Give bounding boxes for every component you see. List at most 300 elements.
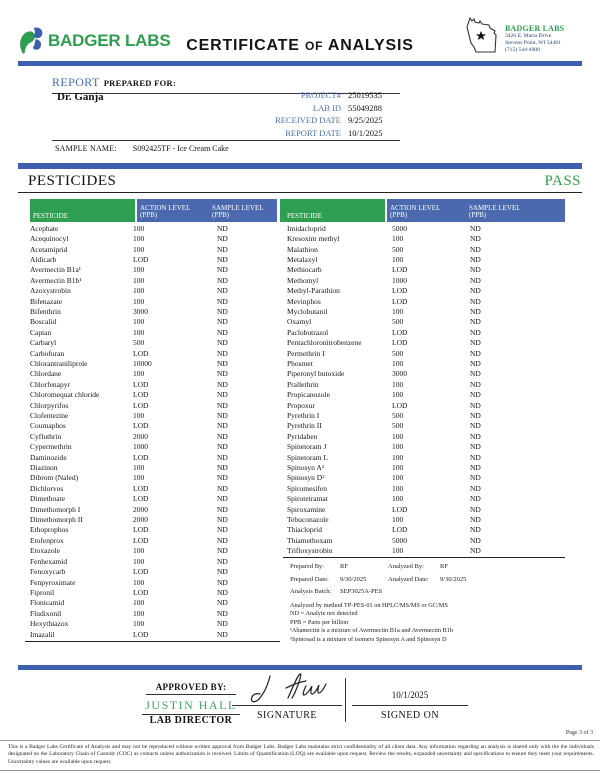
analyzed-date-label: Analyzed Date: xyxy=(388,575,429,583)
table-row xyxy=(30,431,277,441)
sample-level-value: ND xyxy=(217,452,228,462)
sample-level-value: ND xyxy=(470,286,481,296)
action-level-value: LOD xyxy=(133,379,149,389)
sample-level-value: ND xyxy=(470,338,481,348)
analyzed-by-value: RF xyxy=(440,563,448,570)
action-level-value: LOD xyxy=(133,587,149,597)
spacer xyxy=(388,586,440,599)
table-row xyxy=(30,483,277,493)
analysis-batch-label: Analysis Batch: xyxy=(290,588,332,595)
action-level-value: LOD xyxy=(133,390,149,400)
table-row xyxy=(30,327,277,337)
footnote-line: ND = Analyte not detected xyxy=(290,610,358,618)
sample-level-value: ND xyxy=(470,546,481,556)
client-name: Dr. Ganja xyxy=(57,91,104,103)
table-body-right xyxy=(280,223,565,556)
sample-level-value: ND xyxy=(470,452,481,462)
table-row xyxy=(30,608,277,618)
pesticide-name: Methyl-Parathion xyxy=(287,286,340,296)
action-level-value: 1000 xyxy=(133,442,148,452)
pesticide-name: Kresoxim methyl xyxy=(287,234,340,244)
analysis-notes xyxy=(290,561,565,644)
table-header-right xyxy=(280,199,565,222)
pesticide-name: Diazinon xyxy=(30,463,58,473)
report-field-label: PROJECT# xyxy=(300,90,341,100)
table-row xyxy=(30,233,277,243)
sample-level-value: ND xyxy=(217,483,228,493)
action-level-value: 100 xyxy=(392,379,404,389)
pesticide-name: Myclobutanil xyxy=(287,306,328,316)
footnote-line: Analyzed by method TP-PES-01 on HPLC/MS/MS or GC/MS xyxy=(290,601,448,609)
action-level-header-line2: (PPB) xyxy=(390,211,408,220)
pesticide-name: Propicanozole xyxy=(287,390,330,400)
sample-level-value: ND xyxy=(217,411,228,421)
analyzed-date-value: 9/30/2025 xyxy=(440,575,467,583)
pesticide-name: Acequinocyl xyxy=(30,234,69,244)
pesticide-name: Hexythiazox xyxy=(30,619,69,629)
pesticide-name: Thiacloprid xyxy=(287,525,322,535)
signature-line xyxy=(232,705,342,706)
sample-level-value: ND xyxy=(470,296,481,306)
report-field-label: REPORT DATE xyxy=(285,127,341,138)
action-level-value: LOD xyxy=(133,421,149,431)
sample-name-row xyxy=(55,144,229,153)
table-row xyxy=(30,629,277,639)
action-level-header xyxy=(387,205,469,220)
table-row xyxy=(280,421,565,431)
sample-level-header-line1: SAMPLE LEVEL xyxy=(469,203,521,212)
pesticide-name: Pyridaben xyxy=(287,431,318,441)
table-row xyxy=(280,265,565,275)
pesticide-column-header: PESTICIDE xyxy=(280,199,385,222)
table-row xyxy=(280,473,565,483)
table-row xyxy=(280,504,565,514)
lab-address-block xyxy=(462,15,564,57)
action-level-value: LOD xyxy=(392,327,408,337)
footer-disclaimer: This is a Badger Labs Certificate of Analysis and may not be reproduced without written approval from Badger Labs. Badger Labs maintains strict confidentiality of all client data. Any information regarding an analysis is shared only with the the individuals designated on the Laboratory Chain of Custody (COC) as contacts unless authorization is received. Limits of Quantification (LOQ) are available upon request. Review the results, expanded uncertainty and specifications to ensure they meet your requirements. Uncertainty values are available upon request. xyxy=(8,744,594,765)
report-field-row xyxy=(150,89,400,102)
sample-level-value: ND xyxy=(217,338,228,348)
pesticide-name: Fipronil xyxy=(30,587,55,597)
pesticide-name: Propoxur xyxy=(287,400,315,410)
action-level-value: LOD xyxy=(133,629,149,639)
sample-level-value: ND xyxy=(470,494,481,504)
footnote-line: ¹Abamectin is a mixture of Avermectin B1a and Avermectin B1b xyxy=(290,627,454,635)
action-level-value: 100 xyxy=(133,244,145,254)
wisconsin-state-icon xyxy=(462,15,502,57)
action-level-value: 100 xyxy=(133,411,145,421)
prepared-by-value: RF xyxy=(340,563,348,570)
table-row xyxy=(280,348,565,358)
pesticide-name: Chloromequat chloride xyxy=(30,390,100,400)
sample-level-header xyxy=(469,205,565,220)
fields-underline xyxy=(52,140,400,141)
table-row xyxy=(280,275,565,285)
pesticide-name: Piperonyl butoxide xyxy=(287,369,345,379)
report-field-row xyxy=(150,114,400,127)
action-level-value: LOD xyxy=(133,535,149,545)
action-level-value: LOD xyxy=(392,286,408,296)
pesticide-name: Coumaphos xyxy=(30,421,66,431)
action-level-value: 100 xyxy=(392,390,404,400)
sample-level-value: ND xyxy=(470,411,481,421)
logo-text: BADGER LABS xyxy=(48,31,171,50)
sample-level-value: ND xyxy=(217,390,228,400)
lab-address-line2: Stevens Point, WI 54481 xyxy=(505,39,561,46)
level-column-headers xyxy=(137,199,277,222)
approval-vertical-divider xyxy=(345,678,346,722)
table-row xyxy=(280,535,565,545)
analysis-batch-row xyxy=(290,586,565,599)
pesticide-name: Paclobutrazol xyxy=(287,327,329,337)
action-level-value: 10000 xyxy=(133,358,152,368)
action-level-value: 100 xyxy=(133,463,145,473)
header-divider-bar xyxy=(18,61,582,66)
table-body-left xyxy=(30,223,277,639)
action-level-value: 100 xyxy=(133,265,145,275)
pesticide-name: Bifenthrin xyxy=(30,306,61,316)
spacer xyxy=(440,586,565,599)
action-level-value: LOD xyxy=(133,452,149,462)
pesticide-name: Dibrom (Naled) xyxy=(30,473,79,483)
sample-level-value: ND xyxy=(217,598,228,608)
sample-level-value: ND xyxy=(470,244,481,254)
pesticide-name: Dimethomorph I xyxy=(30,504,81,514)
report-fields xyxy=(150,89,400,139)
action-level-value: 500 xyxy=(133,338,145,348)
level-column-headers xyxy=(387,199,565,222)
action-level-value: 100 xyxy=(133,296,145,306)
pesticide-name: Aldicarb xyxy=(30,254,57,264)
sample-name-value: S092425TF - Ice Cream Cake xyxy=(132,144,229,153)
table-header-left xyxy=(30,199,277,222)
table-row xyxy=(280,494,565,504)
sample-level-value: ND xyxy=(470,431,481,441)
action-level-header xyxy=(137,205,212,220)
table-row xyxy=(30,348,277,358)
table-row xyxy=(30,265,277,275)
sample-level-value: ND xyxy=(470,223,481,233)
table-row xyxy=(280,223,565,233)
pesticide-column-header: PESTICIDE xyxy=(30,199,135,222)
table-row xyxy=(30,244,277,254)
pesticide-name: Pentachloronitrobenzene xyxy=(287,338,362,348)
table-row xyxy=(280,306,565,316)
table-row xyxy=(280,244,565,254)
sample-level-header-line2: (PPB) xyxy=(212,211,230,220)
footer-rule-top xyxy=(0,740,600,741)
sample-level-value: ND xyxy=(217,254,228,264)
approver-name: JUSTIN HALL xyxy=(142,698,240,715)
table-row xyxy=(280,358,565,368)
table-row xyxy=(280,462,565,472)
action-level-value: LOD xyxy=(133,494,149,504)
action-level-value: 100 xyxy=(392,306,404,316)
pesticide-name: Spinetoram L xyxy=(287,452,329,462)
action-level-value: 100 xyxy=(133,275,145,285)
table-row xyxy=(280,546,565,556)
pesticide-name: Avermectin B1b¹ xyxy=(30,275,82,285)
pesticide-name: Thiamethoxam xyxy=(287,535,333,545)
table-row xyxy=(30,587,277,597)
action-level-value: 100 xyxy=(133,546,145,556)
sample-level-value: ND xyxy=(217,535,228,545)
sample-level-value: ND xyxy=(470,234,481,244)
section-title: PESTICIDES xyxy=(28,173,117,189)
action-level-value: 2000 xyxy=(133,431,148,441)
pesticide-name: Spirotetramat xyxy=(287,494,328,504)
sample-level-value: ND xyxy=(470,327,481,337)
title-word-analysis: ANALYSIS xyxy=(327,37,414,54)
table-row xyxy=(30,306,277,316)
pesticide-name: Ethoprophos xyxy=(30,525,69,535)
table-row xyxy=(280,390,565,400)
prepared-for-label: PREPARED FOR: xyxy=(103,78,177,88)
pesticide-name: Fenoxycarb xyxy=(30,567,66,577)
action-level-value: 100 xyxy=(392,254,404,264)
lab-phone: (715) 544-4900 xyxy=(505,46,540,53)
action-level-value: 100 xyxy=(392,234,404,244)
sample-level-value: ND xyxy=(470,275,481,285)
action-level-value: LOD xyxy=(392,525,408,535)
table-row xyxy=(30,504,277,514)
sample-level-value: ND xyxy=(470,390,481,400)
sample-level-value: ND xyxy=(217,286,228,296)
sample-level-value: ND xyxy=(217,494,228,504)
sample-level-value: ND xyxy=(217,587,228,597)
pesticide-name: Chlorfenapyr xyxy=(30,379,70,389)
table-row xyxy=(280,410,565,420)
action-level-value: 100 xyxy=(392,452,404,462)
sample-level-value: ND xyxy=(217,567,228,577)
action-level-value: 100 xyxy=(133,327,145,337)
table-row xyxy=(30,442,277,452)
sample-level-header-line1: SAMPLE LEVEL xyxy=(212,203,264,212)
pesticide-name: Boscalid xyxy=(30,317,57,327)
sample-level-header-line2: (PPB) xyxy=(469,211,487,220)
action-level-value: LOD xyxy=(133,348,149,358)
signed-on-label: SIGNED ON xyxy=(380,710,440,721)
action-level-value: 500 xyxy=(392,317,404,327)
action-level-value: 100 xyxy=(133,317,145,327)
action-level-value: 3000 xyxy=(392,369,407,379)
pesticides-table-left xyxy=(30,199,277,639)
pesticides-table-right xyxy=(280,199,565,556)
action-level-value: LOD xyxy=(133,400,149,410)
pesticide-name: Metalaxyl xyxy=(287,254,318,264)
table-row xyxy=(30,566,277,576)
pesticide-name: Spinosyn D² xyxy=(287,473,325,483)
action-level-value: 100 xyxy=(392,358,404,368)
title-word-of: OF xyxy=(304,39,324,53)
action-level-value: 100 xyxy=(133,473,145,483)
action-level-value: 100 xyxy=(392,463,404,473)
sample-level-value: ND xyxy=(470,317,481,327)
lab-address-line1: 3426 E. Maria Drive xyxy=(505,33,552,39)
table-row xyxy=(30,379,277,389)
action-level-value: 5000 xyxy=(392,223,407,233)
pesticide-name: Imazalil xyxy=(30,629,55,639)
report-field-value: 10/1/2025 xyxy=(348,127,383,138)
table-row xyxy=(280,442,565,452)
pesticide-name: Etoxazole xyxy=(30,546,60,556)
sample-level-value: ND xyxy=(217,348,228,358)
pesticide-name: Methomyl xyxy=(287,275,319,285)
table-row xyxy=(30,285,277,295)
method-footnotes xyxy=(290,602,565,645)
pesticide-name: Chlorpyrifos xyxy=(30,400,69,410)
action-level-value: 100 xyxy=(133,556,145,566)
approved-by-label: APPROVED BY: xyxy=(146,682,236,695)
table-row xyxy=(30,556,277,566)
action-level-value: LOD xyxy=(392,265,408,275)
table-row xyxy=(30,577,277,587)
action-level-value: LOD xyxy=(133,567,149,577)
table-row xyxy=(30,421,277,431)
pesticide-name: Oxamyl xyxy=(287,317,312,327)
sample-level-value: ND xyxy=(470,379,481,389)
pesticide-name: Daminozide xyxy=(30,452,67,462)
table-row xyxy=(280,337,565,347)
sample-level-value: ND xyxy=(217,442,228,452)
action-level-value: 500 xyxy=(392,244,404,254)
sample-level-value: ND xyxy=(470,254,481,264)
table-row xyxy=(280,400,565,410)
sample-level-value: ND xyxy=(470,306,481,316)
action-level-value: 100 xyxy=(392,473,404,483)
sample-level-value: ND xyxy=(470,525,481,535)
table-row xyxy=(30,618,277,628)
table-row xyxy=(30,275,277,285)
table-row xyxy=(280,254,565,264)
action-level-value: 100 xyxy=(133,369,145,379)
sample-level-value: ND xyxy=(470,358,481,368)
sample-level-value: ND xyxy=(217,275,228,285)
table-row xyxy=(30,410,277,420)
table-row xyxy=(280,233,565,243)
sample-level-value: ND xyxy=(217,504,228,514)
pesticide-name: Azoxystrobin xyxy=(30,286,71,296)
report-field-row xyxy=(150,127,400,140)
signature-image xyxy=(240,670,340,706)
table-row xyxy=(30,254,277,264)
report-field-label: LAB ID xyxy=(312,102,341,113)
action-level-value: 100 xyxy=(133,286,145,296)
sample-level-value: ND xyxy=(217,234,228,244)
sample-level-value: ND xyxy=(217,556,228,566)
table-row xyxy=(30,494,277,504)
footer-rule-bottom xyxy=(0,770,600,771)
pass-badge: PASS xyxy=(544,173,581,189)
sample-level-value: ND xyxy=(470,442,481,452)
sample-level-value: ND xyxy=(470,400,481,410)
signed-on-date: 10/1/2025 xyxy=(391,690,429,700)
pesticide-name: Captan xyxy=(30,327,52,337)
sample-name-label: SAMPLE NAME: xyxy=(55,144,117,153)
table-row xyxy=(30,369,277,379)
table-row xyxy=(30,598,277,608)
action-level-value: 5000 xyxy=(392,535,407,545)
sample-level-value: ND xyxy=(217,358,228,368)
action-level-value: 2000 xyxy=(133,504,148,514)
right-table-bottom-rule xyxy=(283,557,565,558)
table-row xyxy=(280,369,565,379)
table-row xyxy=(30,390,277,400)
sample-level-value: ND xyxy=(470,463,481,473)
pesticide-name: Imidacloprid xyxy=(287,223,326,233)
pesticide-name: Clofentezine xyxy=(30,411,69,421)
action-level-value: 100 xyxy=(133,223,145,233)
lab-info xyxy=(505,15,564,53)
pesticide-name: Malathion xyxy=(287,244,318,254)
pesticide-name: Cyfluthrin xyxy=(30,431,62,441)
action-level-value: LOD xyxy=(133,254,149,264)
pesticide-name: Fenpyroximate xyxy=(30,577,76,587)
sample-level-value: ND xyxy=(217,577,228,587)
pesticide-name: Acephate xyxy=(30,223,59,233)
action-level-value: 100 xyxy=(392,546,404,556)
table-row xyxy=(280,514,565,524)
table-row xyxy=(280,327,565,337)
sample-level-value: ND xyxy=(470,348,481,358)
pesticide-name: Etofenprox xyxy=(30,535,64,545)
title-word-certificate: CERTIFICATE xyxy=(186,37,300,54)
pesticide-name: Pyrethrin II xyxy=(287,421,322,431)
table-row xyxy=(30,535,277,545)
footnote-line: ²Spinosad is a mixture of isomers Spinosyn A and Spinosyn D xyxy=(290,635,447,643)
action-level-value: 100 xyxy=(133,619,145,629)
pesticide-name: Fenhexamid xyxy=(30,556,68,566)
pesticide-name: Acetamiprid xyxy=(30,244,68,254)
table-row xyxy=(280,296,565,306)
sample-level-value: ND xyxy=(470,483,481,493)
sample-level-value: ND xyxy=(217,379,228,389)
pesticide-name: Fludixonil xyxy=(30,608,62,618)
pesticide-name: Spiromesifen xyxy=(287,483,327,493)
pesticide-name: Flonicamid xyxy=(30,598,65,608)
report-label: REPORT xyxy=(52,75,100,89)
sample-level-value: ND xyxy=(470,504,481,514)
pesticide-name: Carbaryl xyxy=(30,338,57,348)
sample-level-header xyxy=(212,205,277,220)
action-level-value: LOD xyxy=(392,400,408,410)
table-row xyxy=(280,525,565,535)
signed-on-line xyxy=(352,705,468,706)
table-row xyxy=(280,431,565,441)
section-divider-bar xyxy=(18,163,582,169)
table-row xyxy=(30,462,277,472)
table-row xyxy=(280,452,565,462)
report-field-value: 25019535 xyxy=(348,90,382,100)
sample-level-value: ND xyxy=(470,265,481,275)
action-level-value: 500 xyxy=(392,411,404,421)
pesticide-name: Spinosyn A² xyxy=(287,463,325,473)
pesticide-name: Dimethomorph II xyxy=(30,515,83,525)
sample-level-value: ND xyxy=(217,421,228,431)
report-field-label: RECEIVED DATE xyxy=(275,115,341,126)
pesticide-name: Permethrin I xyxy=(287,348,325,358)
action-level-value: 2000 xyxy=(133,515,148,525)
prepared-date-label: Prepared Date: xyxy=(290,575,329,583)
sample-level-value: ND xyxy=(217,296,228,306)
table-row xyxy=(30,452,277,462)
sample-level-value: ND xyxy=(217,317,228,327)
sample-level-value: ND xyxy=(217,515,228,525)
table-row xyxy=(280,379,565,389)
table-row xyxy=(30,546,277,556)
action-level-header-line2: (PPB) xyxy=(140,211,158,220)
analyzed-by-label: Analyzed By: xyxy=(388,563,424,570)
